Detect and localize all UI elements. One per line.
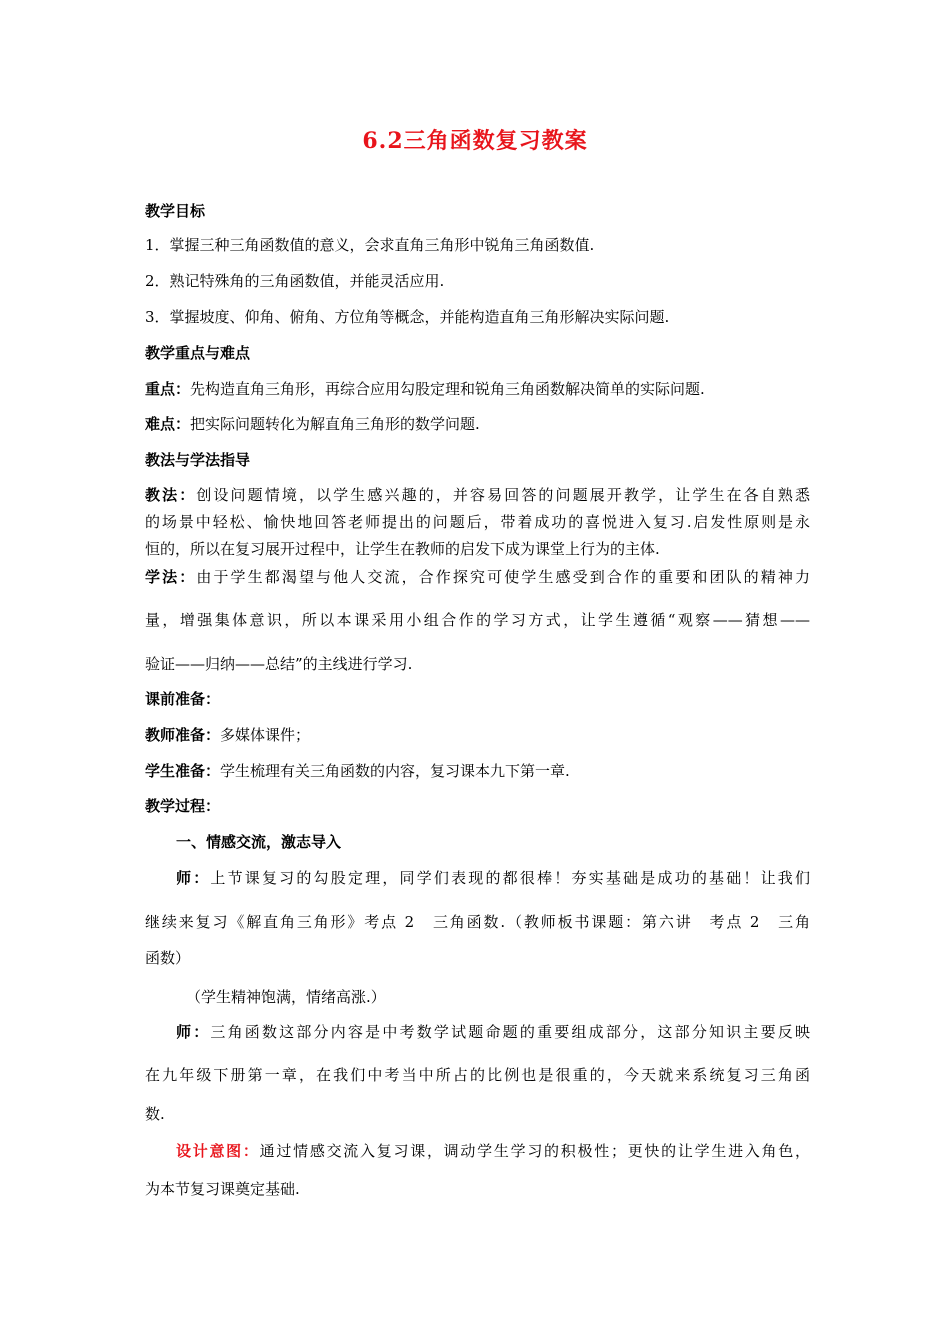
learning-method-label: 学法：	[145, 568, 197, 586]
teacher-preparation-text: 多媒体课件；	[220, 726, 311, 744]
teacher-label-1: 师：	[176, 869, 211, 887]
teacher-para1-text-1: 上节课复习的勾股定理，同学们表现的都很棒！夯实基础是成功的基础！让我们	[210, 869, 810, 887]
student-note: （学生精神饱满，情绪高涨.）	[186, 988, 386, 1006]
section-1-title: 一、情感交流，激志导入	[176, 833, 342, 851]
teacher-para1-line-3: 函数）	[145, 949, 191, 967]
preparation-heading: 课前准备：	[145, 690, 221, 708]
focus-paragraph	[145, 378, 810, 400]
design-intent-label: 设计意图：	[176, 1142, 260, 1160]
teacher-para2-line-1	[176, 1021, 810, 1043]
learning-method-line-2: 量，增强集体意识，所以本课采用小组合作的学习方式，让学生遵循“观察——猜想——	[145, 611, 810, 629]
key-points-heading: 教学重点与难点	[145, 344, 251, 362]
teacher-para2-line-3: 数.	[145, 1105, 165, 1123]
teaching-method-line-3: 恒的，所以在复习展开过程中，让学生在教师的启发下成为课堂上行为的主体.	[145, 540, 660, 558]
teacher-preparation	[145, 724, 810, 746]
teacher-para1-line-1	[176, 867, 810, 889]
objective-item-3: 3．掌握坡度、仰角、俯角、方位角等概念，并能构造直角三角形解决实际问题.	[145, 308, 670, 326]
methods-heading: 教法与学法指导	[145, 451, 251, 469]
objective-item-1: 1．掌握三种三角函数值的意义，会求直角三角形中锐角三角函数值.	[145, 236, 595, 254]
process-heading: 教学过程：	[145, 797, 221, 815]
teaching-method-label: 教法：	[145, 486, 197, 504]
learning-method-text-1: 由于学生都渴望与他人交流，合作探究可使学生感受到合作的重要和团队的精神力	[196, 568, 810, 586]
design-intent-text-1: 通过情感交流入复习课，调动学生学习的积极性；更快的让学生进入角色，	[259, 1142, 810, 1160]
teacher-label-2: 师：	[176, 1023, 211, 1041]
learning-method-line-1	[145, 566, 810, 588]
difficulty-label: 难点：	[145, 415, 191, 433]
objectives-heading: 教学目标	[145, 202, 206, 220]
difficulty-text: 把实际问题转化为解直角三角形的数学问题.	[190, 415, 480, 433]
student-preparation-label: 学生准备：	[145, 762, 221, 780]
teacher-para2-text-1: 三角函数这部分内容是中考数学试题命题的重要组成部分，这部分知识主要反映	[210, 1023, 810, 1041]
design-intent-line-2: 为本节复习课奠定基础.	[145, 1180, 300, 1198]
learning-method-line-3: 验证——归纳——总结”的主线进行学习.	[145, 655, 413, 673]
teaching-method-line-2: 的场景中轻松、愉快地回答老师提出的问题后，带着成功的喜悦进入复习.启发性原则是永	[145, 513, 810, 531]
design-intent-line-1	[176, 1140, 810, 1162]
teacher-para2-line-2: 在九年级下册第一章，在我们中考当中所占的比例也是很重的，今天就来系统复习三角函	[145, 1066, 810, 1084]
student-preparation-text: 学生梳理有关三角函数的内容，复习课本九下第一章.	[220, 762, 570, 780]
teacher-preparation-label: 教师准备：	[145, 726, 221, 744]
teaching-method-line-1	[145, 484, 810, 506]
objective-item-2: 2．熟记特殊角的三角函数值，并能灵活应用.	[145, 272, 445, 290]
difficulty-paragraph	[145, 413, 810, 435]
teacher-para1-line-2: 继续来复习《解直角三角形》考点 2 三角函数.（教师板书课题：第六讲 考点 2 三角	[145, 913, 810, 931]
student-preparation	[145, 760, 810, 782]
focus-text: 先构造直角三角形，再综合应用勾股定理和锐角三角函数解决简单的实际问题.	[190, 380, 705, 398]
page-title: 6.2三角函数复习教案	[362, 128, 588, 154]
focus-label: 重点：	[145, 380, 191, 398]
teaching-method-text-1: 创设问题情境，以学生感兴趣的，并容易回答的问题展开教学，让学生在各自熟悉	[196, 486, 810, 504]
